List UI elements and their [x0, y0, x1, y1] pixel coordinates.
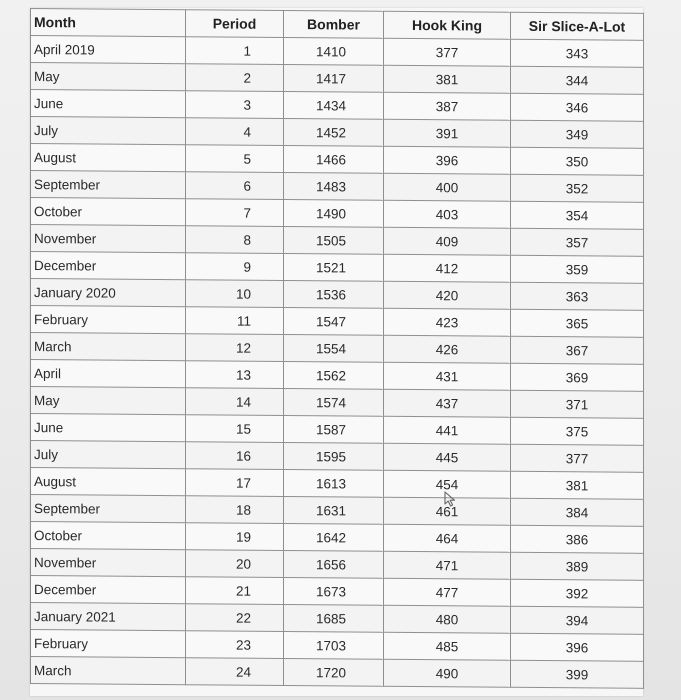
cell-period[interactable]: 3 — [186, 91, 284, 119]
cell-sir-slice-a-lot[interactable]: 365 — [511, 309, 644, 337]
cell-bomber[interactable]: 1521 — [284, 253, 384, 281]
cell-month[interactable]: January 2021 — [31, 603, 186, 631]
cell-sir-slice-a-lot[interactable]: 363 — [511, 282, 644, 310]
cell-period[interactable]: 1 — [186, 37, 284, 65]
cell-period[interactable]: 15 — [186, 415, 284, 443]
cell-period[interactable]: 13 — [186, 361, 284, 389]
cell-sir-slice-a-lot[interactable]: 386 — [511, 525, 644, 553]
cell-hook-king[interactable]: 437 — [384, 389, 511, 417]
cell-bomber[interactable]: 1631 — [284, 496, 384, 524]
cell-month[interactable]: August — [31, 468, 186, 496]
cell-bomber[interactable]: 1452 — [284, 118, 384, 146]
cell-bomber[interactable]: 1720 — [284, 658, 384, 686]
cell-hook-king[interactable]: 490 — [384, 659, 511, 687]
cell-sir-slice-a-lot[interactable]: 381 — [511, 471, 644, 499]
header-bomber[interactable]: Bomber — [284, 10, 384, 38]
cell-hook-king[interactable]: 400 — [384, 173, 511, 201]
cell-sir-slice-a-lot[interactable]: 371 — [511, 390, 644, 418]
cell-sir-slice-a-lot[interactable]: 392 — [511, 579, 644, 607]
cell-sir-slice-a-lot[interactable]: 343 — [511, 39, 644, 67]
cell-period[interactable]: 18 — [186, 496, 284, 524]
cell-month[interactable]: September — [31, 495, 186, 523]
cell-bomber[interactable]: 1410 — [284, 37, 384, 65]
cell-month[interactable]: April 2019 — [31, 36, 186, 64]
cell-month[interactable]: May — [31, 387, 186, 415]
cell-period[interactable]: 16 — [186, 442, 284, 470]
cell-bomber[interactable]: 1562 — [284, 361, 384, 389]
cell-period[interactable]: 11 — [186, 307, 284, 335]
cell-bomber[interactable]: 1574 — [284, 388, 384, 416]
spreadsheet-sheet — [30, 8, 643, 696]
cell-sir-slice-a-lot[interactable]: 359 — [511, 255, 644, 283]
cell-bomber[interactable]: 1703 — [284, 631, 384, 659]
cell-month[interactable]: June — [31, 90, 186, 118]
cell-sir-slice-a-lot[interactable]: 349 — [511, 120, 644, 148]
cell-bomber[interactable]: 1587 — [284, 415, 384, 443]
cell-period[interactable]: 7 — [186, 199, 284, 227]
header-hook-king[interactable]: Hook King — [384, 11, 511, 39]
cell-sir-slice-a-lot[interactable]: 357 — [511, 228, 644, 256]
cell-hook-king[interactable]: 396 — [384, 146, 511, 174]
cell-hook-king[interactable]: 426 — [384, 335, 511, 363]
cell-hook-king[interactable]: 454 — [384, 470, 511, 498]
cell-hook-king[interactable]: 403 — [384, 200, 511, 228]
cell-bomber[interactable]: 1613 — [284, 469, 384, 497]
cell-sir-slice-a-lot[interactable]: 377 — [511, 444, 644, 472]
cell-hook-king[interactable]: 477 — [384, 578, 511, 606]
cell-sir-slice-a-lot[interactable]: 389 — [511, 552, 644, 580]
cell-sir-slice-a-lot[interactable]: 346 — [511, 93, 644, 121]
header-sir-slice-a-lot[interactable]: Sir Slice-A-Lot — [511, 12, 644, 40]
cell-period[interactable]: 20 — [186, 550, 284, 578]
cell-month[interactable]: July — [31, 117, 186, 145]
cell-bomber[interactable]: 1595 — [284, 442, 384, 470]
cell-period[interactable]: 23 — [186, 631, 284, 659]
cell-bomber[interactable]: 1490 — [284, 199, 384, 227]
cell-period[interactable]: 6 — [186, 172, 284, 200]
cell-sir-slice-a-lot[interactable]: 384 — [511, 498, 644, 526]
cell-hook-king[interactable]: 409 — [384, 227, 511, 255]
cell-period[interactable]: 21 — [186, 577, 284, 605]
cell-sir-slice-a-lot[interactable]: 369 — [511, 363, 644, 391]
cell-month[interactable]: February — [31, 306, 186, 334]
cell-hook-king[interactable]: 423 — [384, 308, 511, 336]
cell-bomber[interactable]: 1417 — [284, 64, 384, 92]
cell-hook-king[interactable]: 381 — [384, 65, 511, 93]
cell-sir-slice-a-lot[interactable]: 375 — [511, 417, 644, 445]
cell-month[interactable]: October — [31, 522, 186, 550]
cell-month[interactable]: August — [31, 144, 186, 172]
cell-period[interactable]: 22 — [186, 604, 284, 632]
cell-hook-king[interactable]: 464 — [384, 524, 511, 552]
cell-sir-slice-a-lot[interactable]: 396 — [511, 633, 644, 661]
cell-period[interactable]: 2 — [186, 64, 284, 92]
cell-hook-king[interactable]: 480 — [384, 605, 511, 633]
cell-period[interactable]: 24 — [186, 658, 284, 686]
cell-sir-slice-a-lot[interactable]: 394 — [511, 606, 644, 634]
cell-month[interactable]: June — [31, 414, 186, 442]
cell-hook-king[interactable]: 377 — [384, 38, 511, 66]
cell-hook-king[interactable]: 445 — [384, 443, 511, 471]
cell-hook-king[interactable]: 471 — [384, 551, 511, 579]
cell-period[interactable]: 19 — [186, 523, 284, 551]
cell-bomber[interactable]: 1685 — [284, 604, 384, 632]
cell-sir-slice-a-lot[interactable]: 367 — [511, 336, 644, 364]
cell-hook-king[interactable]: 485 — [384, 632, 511, 660]
cell-period[interactable]: 17 — [186, 469, 284, 497]
cell-bomber[interactable]: 1642 — [284, 523, 384, 551]
cell-bomber[interactable]: 1505 — [284, 226, 384, 254]
cell-hook-king[interactable]: 412 — [384, 254, 511, 282]
cell-month[interactable]: November — [31, 225, 186, 253]
cell-month[interactable]: April — [31, 360, 186, 388]
header-period[interactable]: Period — [186, 10, 284, 38]
cell-month[interactable]: July — [31, 441, 186, 469]
cell-hook-king[interactable]: 420 — [384, 281, 511, 309]
cell-period[interactable]: 12 — [186, 334, 284, 362]
cell-bomber[interactable]: 1536 — [284, 280, 384, 308]
cell-hook-king[interactable]: 431 — [384, 362, 511, 390]
cell-month[interactable]: March — [31, 657, 186, 685]
cell-month[interactable]: December — [31, 576, 186, 604]
cell-month[interactable]: September — [31, 171, 186, 199]
cell-month[interactable]: January 2020 — [31, 279, 186, 307]
cell-month[interactable]: October — [31, 198, 186, 226]
cell-hook-king[interactable]: 391 — [384, 119, 511, 147]
cell-hook-king[interactable]: 461 — [384, 497, 511, 525]
cell-period[interactable]: 4 — [186, 118, 284, 146]
cell-month[interactable]: December — [31, 252, 186, 280]
cell-month[interactable]: May — [31, 63, 186, 91]
cell-period[interactable]: 14 — [186, 388, 284, 416]
cell-period[interactable]: 10 — [186, 280, 284, 308]
data-table — [30, 8, 644, 689]
cell-sir-slice-a-lot[interactable]: 354 — [511, 201, 644, 229]
cell-sir-slice-a-lot[interactable]: 399 — [511, 660, 644, 688]
cell-month[interactable]: February — [31, 630, 186, 658]
cell-hook-king[interactable]: 387 — [384, 92, 511, 120]
cell-sir-slice-a-lot[interactable]: 344 — [511, 66, 644, 94]
cell-period[interactable]: 8 — [186, 226, 284, 254]
cell-month[interactable]: March — [31, 333, 186, 361]
cell-bomber[interactable]: 1547 — [284, 307, 384, 335]
table-row — [31, 657, 644, 689]
cell-bomber[interactable]: 1434 — [284, 91, 384, 119]
cell-period[interactable]: 5 — [186, 145, 284, 173]
cell-period[interactable]: 9 — [186, 253, 284, 281]
cell-bomber[interactable]: 1656 — [284, 550, 384, 578]
cell-bomber[interactable]: 1554 — [284, 334, 384, 362]
cell-bomber[interactable]: 1673 — [284, 577, 384, 605]
cell-sir-slice-a-lot[interactable]: 352 — [511, 174, 644, 202]
header-month[interactable]: Month — [31, 9, 186, 37]
cell-bomber[interactable]: 1483 — [284, 172, 384, 200]
cell-bomber[interactable]: 1466 — [284, 145, 384, 173]
cell-month[interactable]: November — [31, 549, 186, 577]
cell-hook-king[interactable]: 441 — [384, 416, 511, 444]
cell-sir-slice-a-lot[interactable]: 350 — [511, 147, 644, 175]
